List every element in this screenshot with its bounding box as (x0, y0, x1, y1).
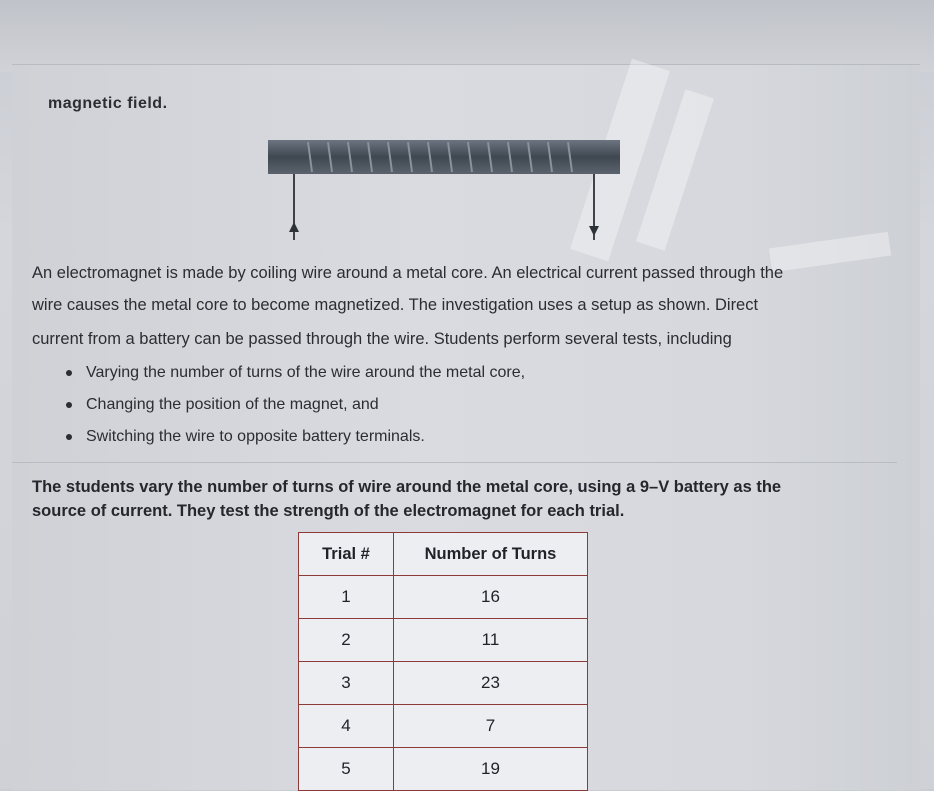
trial-cell: 3 (299, 662, 394, 705)
down-arrow-icon (589, 226, 599, 236)
table-row (299, 576, 588, 619)
table-row (299, 748, 588, 791)
bullet-icon (66, 402, 72, 408)
metal-core (268, 140, 620, 174)
trial-text-line-2: source of current. They test the strength of the electromagnet for each trial. (32, 502, 625, 520)
heading-fragment: magnetic field. (48, 95, 168, 112)
trial-cell: 1 (299, 576, 394, 619)
test-list-item (66, 364, 525, 382)
trials-table (298, 532, 588, 791)
column-header-turns: Number of Turns (394, 533, 588, 576)
turns-cell: 7 (394, 705, 588, 748)
up-arrow-icon (289, 222, 299, 232)
table-row (299, 619, 588, 662)
trial-cell: 2 (299, 619, 394, 662)
turns-cell: 23 (394, 662, 588, 705)
trial-text-line-1: The students vary the number of turns of wire around the metal core, using a 9–V battery as the (32, 478, 782, 496)
test-text: Varying the number of turns of the wire around the metal core, (86, 364, 526, 381)
table-header-row (299, 533, 588, 576)
table-row (299, 662, 588, 705)
intro-line-2: wire causes the metal core to become magnetized. The investigation uses a setup as shown. Direct (32, 296, 759, 314)
test-text: Switching the wire to opposite battery terminals. (86, 428, 425, 445)
trial-cell: 5 (299, 748, 394, 791)
turns-cell: 19 (394, 748, 588, 791)
column-header-trial: Trial # (299, 533, 394, 576)
test-list-item (66, 396, 379, 414)
table-row (299, 705, 588, 748)
bullet-icon (66, 434, 72, 440)
electromagnet-diagram (268, 128, 628, 248)
turns-cell: 16 (394, 576, 588, 619)
bullet-icon (66, 370, 72, 376)
photo-background-top (0, 0, 934, 72)
electromagnet-svg (268, 128, 628, 248)
trial-cell: 4 (299, 705, 394, 748)
test-list-item (66, 428, 425, 446)
test-text: Changing the position of the magnet, and (86, 396, 379, 413)
section-divider (12, 462, 897, 463)
intro-line-1: An electromagnet is made by coiling wire around a metal core. An electrical current passed through the (32, 264, 784, 282)
intro-line-3: current from a battery can be passed through the wire. Students perform several tests, including (32, 330, 732, 348)
turns-cell: 11 (394, 619, 588, 662)
